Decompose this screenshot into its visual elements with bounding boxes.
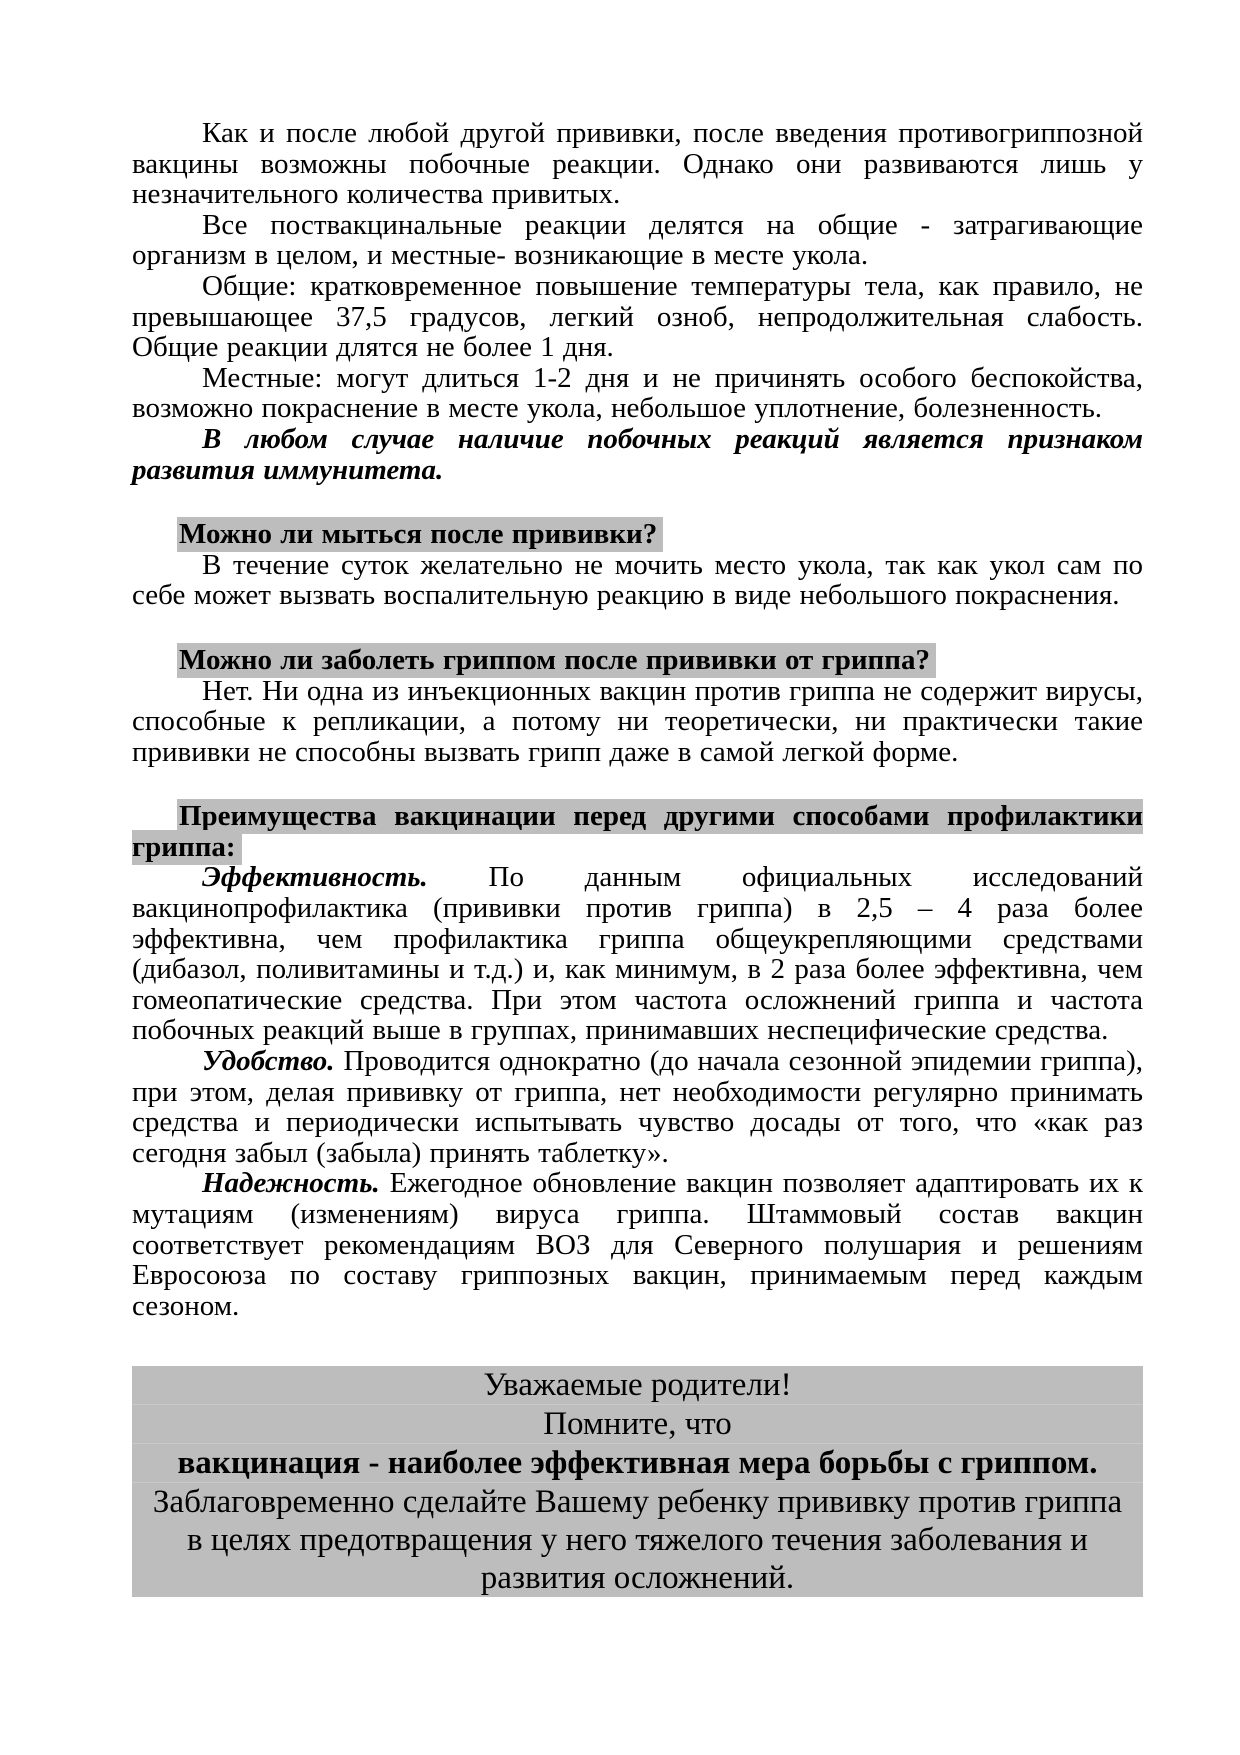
- paragraph-advantage-reliability: [132, 1168, 1143, 1321]
- paragraph-can-get-flu-answer: Нет. Ни одна из инъекционных вакцин против гриппа не содержит вирусы, способные к репликации, а потому ни теоретически, ни практически такие прививки не способны вызвать грипп даже в самой легкой форме.: [132, 674, 1143, 768]
- heading-vaccination-advantages: [132, 801, 1143, 862]
- paragraph-reaction-types: Все поствакцинальные реакции делятся на общие - затрагивающие организм в целом, и местные- возникающие в месте укола.: [132, 208, 1143, 272]
- advantage-text-reliability: Ежегодное обновление вакцин позволяет адаптировать их к мутациям (изменениям) вируса гриппа. Штаммовый состав вакцин соответствует рекомендациям ВОЗ для Северного полушария и решениям Евросоюза по составу гриппозных вакцин, принимаемым перед каждым сезоном.: [132, 1167, 1143, 1322]
- paragraph-can-wash-answer: В течение суток желательно не мочить место укола, так как укол сам по себе может вызвать воспалительную реакцию в виде небольшого покраснения.: [132, 548, 1143, 612]
- heading-can-wash-after-vaccine: [132, 519, 1143, 550]
- paragraph-local-reactions: Местные: могут длиться 1-2 дня и не причинять особого беспокойства, возможно покраснение в месте укола, небольшое уплотнение, болезненность.: [132, 361, 1143, 425]
- advantage-text-effectiveness: По данным официальных исследований вакцинопрофилактика (прививки против гриппа) в 2,5 – 4 раза более эффективна, чем профилактика гриппа общеукрепляющими средствами (дибазол, поливитамины и т.д.) и, как минимум, в 2 раза более эффективна, чем гомеопатические средства. При этом частота осложнений гриппа и частота побочных реакций выше в группах, принимавших неспецифические средства.: [132, 861, 1144, 1047]
- advantage-text-convenience: Проводится однократно (до начала сезонной эпидемии гриппа), при этом, делая прививку от гриппа, нет необходимости регулярно принимать средства и периодически испытывать чувство досады от того, что «как раз сегодня забыл (забыла) принять таблетку».: [132, 1045, 1144, 1169]
- highlighted-heading-text: Можно ли мыться после прививки?: [177, 517, 663, 552]
- advantage-lead-effectiveness: Эффективность.: [202, 861, 428, 894]
- callout-line-dear-parents: Уважаемые родители!: [483, 1367, 792, 1404]
- paragraph-advantage-convenience: [132, 1046, 1143, 1168]
- paragraph-immunity-note: В любом случае наличие побочных реакций является признаком развития иммунитета.: [132, 422, 1143, 486]
- highlighted-heading-text: Преимущества вакцинации перед другими способами профилактики гриппа:: [132, 800, 1143, 863]
- callout-line-remember: Помните, что: [132, 1404, 1143, 1443]
- callout-line-advance-advice: Заблаговременно сделайте Вашему ребенку прививку против гриппа в целях предотвращения у него тяжелого течения заболевания и развития осложнений.: [132, 1482, 1143, 1597]
- advantage-lead-convenience: Удобство.: [202, 1045, 335, 1078]
- callout-parents-reminder: [132, 1366, 1143, 1597]
- heading-can-get-flu-after-vaccine: [132, 645, 1143, 676]
- highlighted-heading-text: Можно ли заболеть гриппом после прививки от гриппа?: [177, 643, 936, 678]
- advantage-lead-reliability: Надежность.: [202, 1167, 380, 1200]
- callout-line-vaccination-measure: вакцинация - наиболее эффективная мера борьбы с гриппом.: [132, 1443, 1143, 1482]
- paragraph-advantage-effectiveness: [132, 862, 1143, 1046]
- paragraph-general-reactions: Общие: кратковременное повышение температуры тела, как правило, не превышающее 37,5 градусов, легкий озноб, непродолжительная слабость. Общие реакции длятся не более 1 дня.: [132, 269, 1143, 364]
- paragraph-side-effects-intro: Как и после любой другой прививки, после введения противогриппозной вакцины возможны побочные реакции. Однако они развиваются лишь у незначительного количества привитых.: [132, 117, 1143, 211]
